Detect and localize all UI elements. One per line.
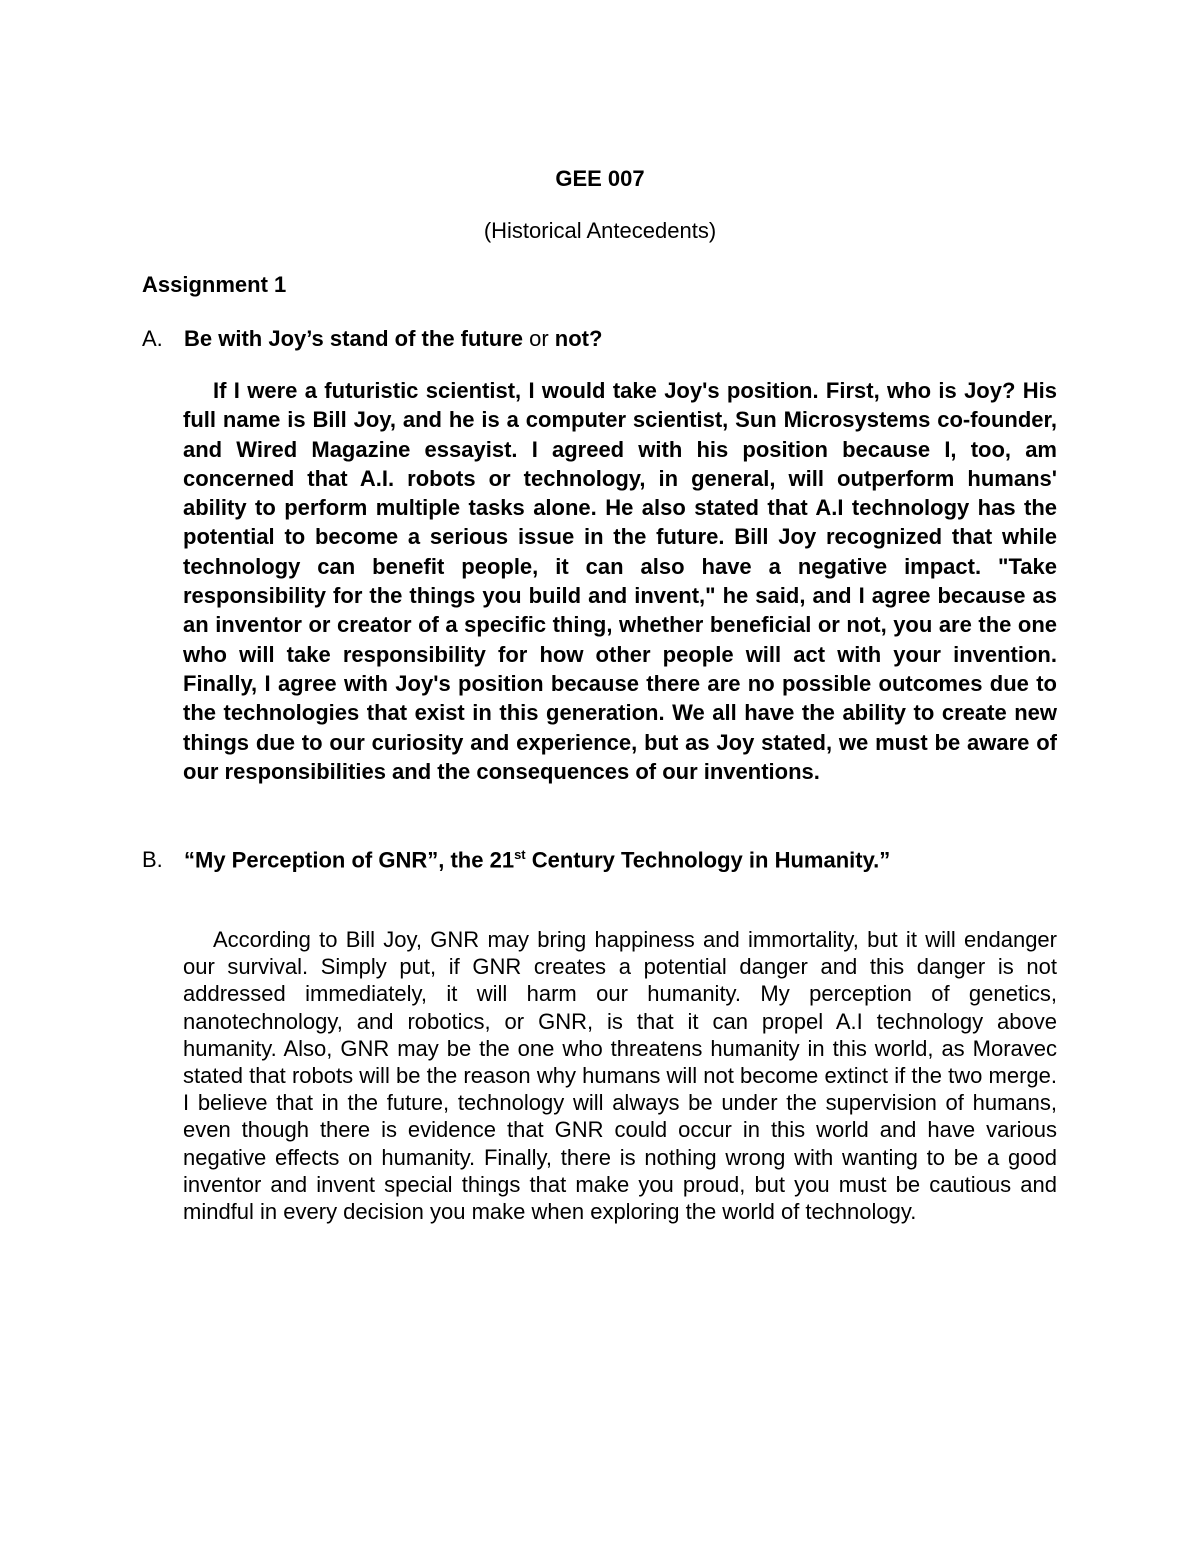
question-b bbox=[142, 847, 1062, 873]
question-b-superscript: st bbox=[514, 847, 526, 862]
question-b-text-part2: Century Technology in Humanity.” bbox=[525, 847, 891, 873]
answer-a-paragraph: If I were a futuristic scientist, I would take Joy's position. First, who is Joy? His full name is Bill Joy, and he is a computer scientist, Sun Microsystems co-founder, and Wired Magazine essayist. I agreed with his position because I, too, am concerned that A.I. robots or technology, in general, will outperform humans' ability to perform multiple tasks alone. He also stated that A.I technology has the potential to become a serious issue in the future. Bill Joy recognized that while technology can benefit people, it can also have a negative impact. "Take responsibility for the things you build and invent," he said, and I agree because as an inventor or creator of a specific thing, whether beneficial or not, you are the one who will take responsibility for how other people will act with your invention. Finally, I agree with Joy's position because there are no possible outcomes due to the technologies that exist in this generation. We all have the ability to create new things due to our curiosity and experience, but as Joy stated, we must be aware of our responsibilities and the consequences of our inventions. bbox=[183, 378, 1057, 784]
course-code-heading: GEE 007 bbox=[555, 166, 645, 191]
question-a-text-part2: not? bbox=[554, 326, 603, 351]
question-a-text-part1: Be with Joy’s stand of the future bbox=[184, 326, 523, 351]
assignment-title: Assignment 1 bbox=[142, 272, 287, 297]
question-a bbox=[142, 326, 1062, 352]
question-a-letter: A. bbox=[142, 326, 163, 351]
answer-b-paragraph: According to Bill Joy, GNR may bring happiness and immortality, but it will endanger our survival. Simply put, if GNR creates a potential danger and this danger is not addressed immediately, it will harm our humanity. My perception of genetics, nanotechnology, and robotics, or GNR, is that it can propel A.I technology above humanity. Also, GNR may be the one who threatens humanity in this world, as Moravec stated that robots will be the reason why humans will not become extinct if the two merge. I believe that in the future, technology will always be under the supervision of humans, even though there is evidence that GNR could occur in this world and have various negative effects on humanity. Finally, there is nothing wrong with wanting to be a good inventor and invent special things that make you proud, but you must be cautious and mindful in every decision you make when exploring the world of technology. bbox=[183, 927, 1057, 1225]
question-b-text-part1: “My Perception of GNR”, the 21 bbox=[184, 847, 515, 873]
course-subtitle: (Historical Antecedents) bbox=[483, 218, 717, 243]
question-b-letter: B. bbox=[142, 847, 163, 873]
question-a-connector: or bbox=[523, 326, 555, 351]
